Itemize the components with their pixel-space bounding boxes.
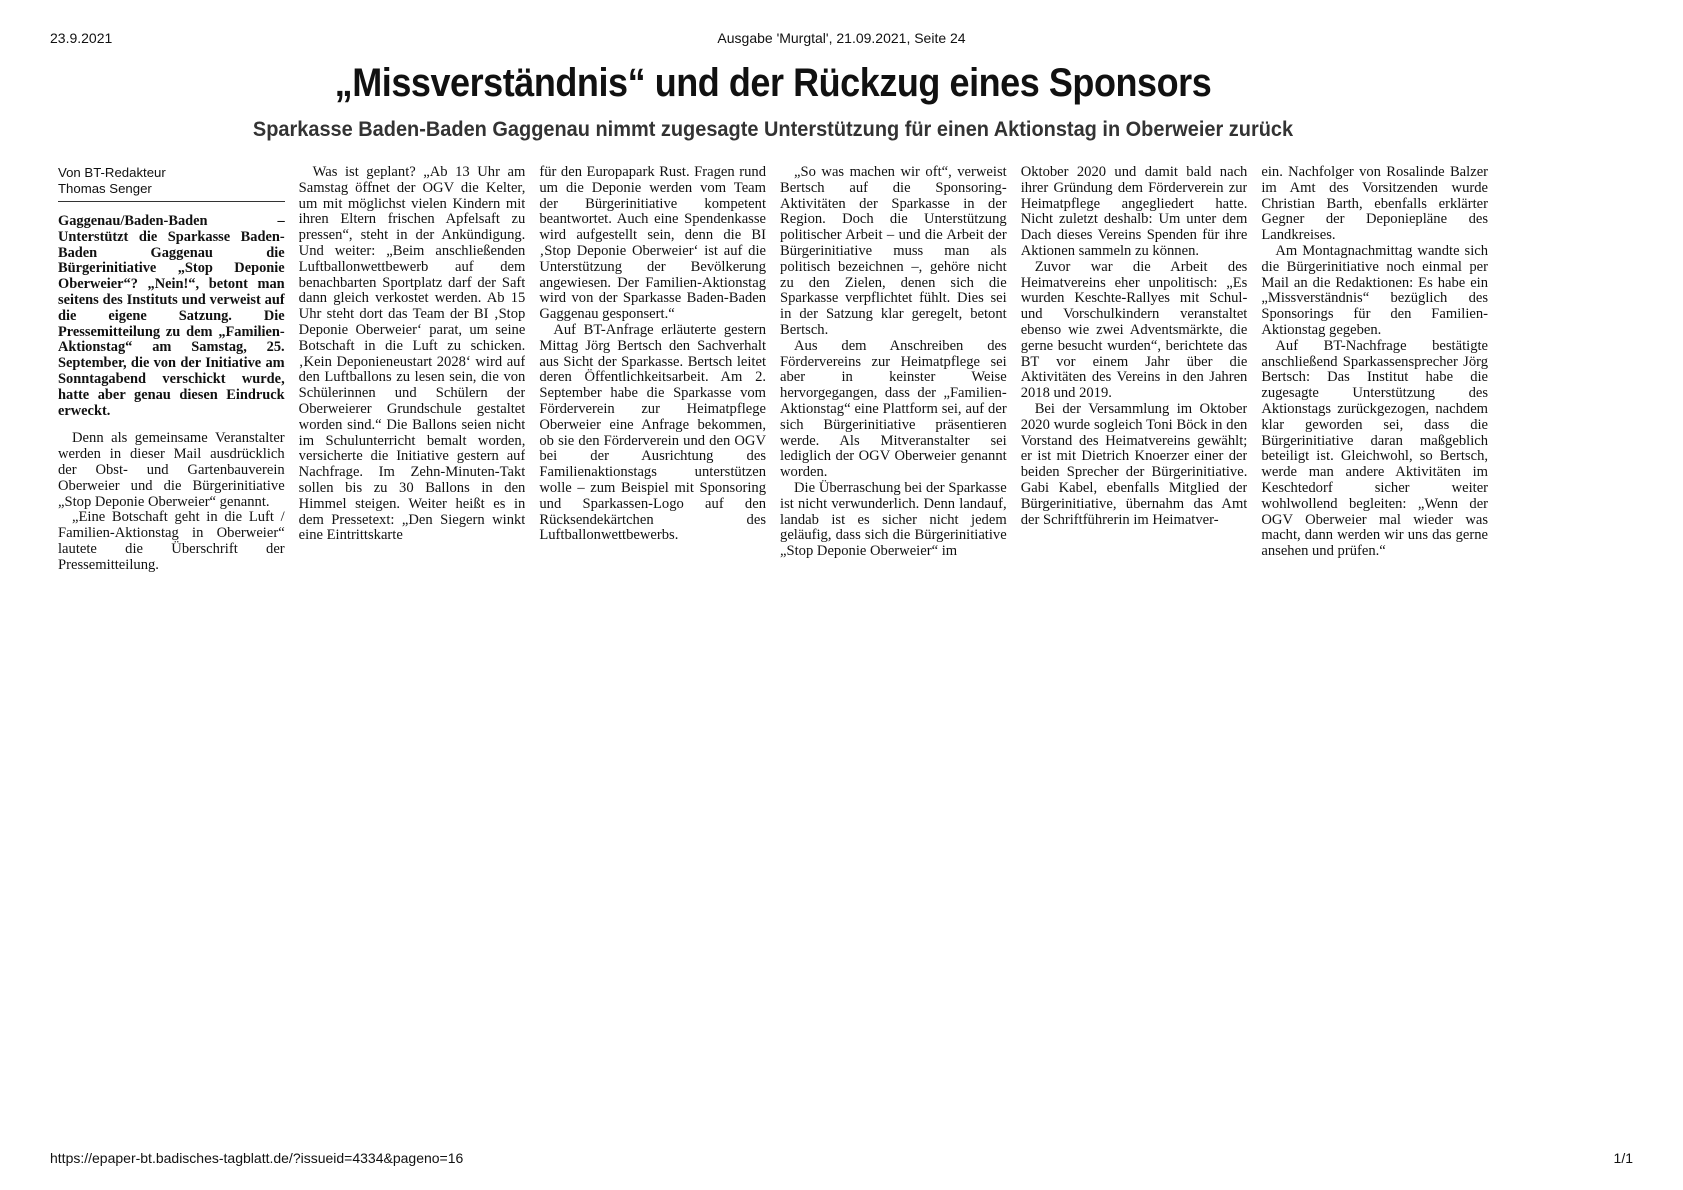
article-paragraph: Bei der Versammlung im Oktober 2020 wurde sogleich Toni Böck in den Vorstand des Heimatvereins gewählt; er ist mit Dietrich Knoerzer einer der beiden Sprecher der Bürgerinitiative. Gabi Kabel, ebenfalls Mitglied der Bürgerinitiative, übernahm das Amt der Schriftführerin im Heimatver-	[1020, 400, 1248, 528]
article-columns	[58, 165, 1488, 685]
article-column-3	[539, 165, 766, 685]
article-column-6	[1261, 165, 1488, 685]
byline-role: Von BT-Redakteur	[58, 165, 166, 180]
article-paragraph: Die Überraschung bei der Sparkasse ist nicht verwunderlich. Denn landauf, landab ist es sicher nicht jedem geläufig, dass sich die Bürgerinitiative „Stop Deponie Oberweier“ im	[780, 479, 1007, 560]
newspaper-article	[58, 60, 1489, 573]
print-header	[0, 30, 1683, 50]
article-column-5	[1021, 165, 1248, 685]
article-paragraph: Auf BT-Anfrage erläuterte gestern Mittag Jörg Bertsch den Sachverhalt aus Sicht der Sparkasse. Bertsch leitet deren Öffentlichkeitsarbeit. Am 2. September habe die Sparkasse vom Förderverein zur Heimatpflege Oberweier eine Anfrage bekommen, ob sie den Förderverein und den OGV bei der Ausrichtung des Familienaktionstags unterstützen wolle – zum Beispiel mit Sponsoring und Sparkassen-Logo auf den Rücksendekärtchen des Luftballonwettbewerbs.	[539, 321, 767, 544]
article-column-2	[299, 165, 526, 685]
article-paragraph: Aus dem Anschreiben des Fördervereins zur Heimatpflege sei aber in keinster Weise hervorgegangen, dass der „Familien-Aktionstag“ eine Plattform sei, auf der sich Bürgerinitiative präsentieren werde. Als Mitveranstalter sei lediglich der OGV Oberweier genannt worden.	[780, 337, 1007, 481]
print-url: https://epaper-bt.badisches-tagblatt.de/?issueid=4334&pageno=16	[50, 1150, 464, 1166]
article-lead: Gaggenau/Baden-Baden – Unterstützt die Sparkasse Baden-Baden Gaggenau die Bürgerinitiative „Stop Deponie Oberweier“? „Nein!“, betont man seitens des Instituts und verweist auf die eigene Satzung. Die Pressemitteilung zu dem „Familien-Aktionstag“ am Samstag, 25. September, die von der Initiative am Sonntagabend verschickt wurde, hatte aber genau diesen Eindruck erweckt.	[58, 213, 285, 419]
article-column-4	[780, 165, 1007, 685]
article-paragraph: Zuvor war die Arbeit des Heimatvereins eher unpolitisch: „Es wurden Keschte-Rallyes mit Schul- und Vorschulkindern veranstaltet ebenso wie zwei Adventsmärkte, die gerne besucht wurden“, berichtete das BT vor einem Jahr über die Aktivitäten des Vereins in den Jahren 2018 und 2019.	[1020, 258, 1248, 402]
article-paragraph: Was ist geplant? „Ab 13 Uhr am Samstag öffnet der OGV die Kelter, um mit möglichst vielen Kindern mit ihren Eltern frischen Apfelsaft zu pressen“, steht in der Ankündigung. Und weiter: „Beim anschließenden Luftballonwettbewerb auf dem benachbarten Sportplatz darf der Saft dann gleich verkostet werden. Ab 15 Uhr steht dort das Team der BI ‚Stop Deponie Oberweier‘ parat, um seine Botschaft in die Luft zu schicken. ‚Kein Deponieneustart 2028‘ wird auf den Luftballons zu lesen sein, die von Schülerinnen und Schülern der Oberweierer Grundschule gestaltet worden sind.“ Die Ballons seien nicht im Schulunterricht bemalt worden, versicherte die Initiative gestern auf Nachfrage. Im Zehn-Minuten-Takt sollen bis zu 30 Ballons in den Himmel steigen. Weiter heißt es in dem Pressetext: „Den Siegern winkt eine Eintrittskarte	[298, 165, 526, 544]
article-paragraph: Oktober 2020 und damit bald nach ihrer Gründung dem Förderverein zur Heimatpflege angegliedert hatte. Nicht zuletzt deshalb: Um unter dem Dach dieses Vereins Spenden für ihre Aktionen sammeln zu können.	[1020, 165, 1248, 259]
article-subheadline: Sparkasse Baden-Baden Gaggenau nimmt zugesagte Unterstützung für einen Aktionstag in Oberweier zurück	[252, 118, 1294, 141]
print-edition: Ausgabe 'Murgtal', 21.09.2021, Seite 24	[717, 30, 966, 46]
byline-author: Thomas Senger	[58, 181, 152, 196]
article-paragraph: „Eine Botschaft geht in die Luft / Familien-Aktionstag in Oberweier“ lautete die Überschrift der Pressemitteilung.	[58, 509, 285, 573]
article-paragraph: „So was machen wir oft“, verweist Bertsch auf die Sponsoring-Aktivitäten der Sparkasse in der Region. Doch die Unterstützung politischer Arbeit – und die Arbeit der Bürgerinitiative muss man als politisch bezeichnen –, gehöre nicht zu den Zielen, denen sich die Sparkasse verpflichtet fühlt. Dies sei in der Satzung klar geregelt, betont Bertsch.	[780, 165, 1007, 338]
article-headline: „Missverständnis“ und der Rückzug eines Sponsors	[334, 61, 1212, 105]
print-date: 23.9.2021	[50, 30, 113, 46]
print-page-number: 1/1	[1613, 1150, 1633, 1166]
article-paragraph: für den Europapark Rust. Fragen rund um die Deponie werden vom Team der Bürgerinitiative kompetent beantwortet. Auch eine Spendenkasse wird aufgestellt sein, denn die BI ‚Stop Deponie Oberweier‘ ist auf die Unterstützung der Bevölkerung angewiesen. Der Familien-Aktionstag wird von der Sparkasse Baden-Baden Gaggenau gesponsert.“	[539, 165, 767, 323]
article-paragraph: Auf BT-Nachfrage bestätigte anschließend Sparkassensprecher Jörg Bertsch: Das Institut habe die zugesagte Unterstützung des Aktionstags zurückgezogen, nachdem klar geworden sei, dass die Bürgerinitiative daran maßgeblich beteiligt ist. Gleichwohl, so Bertsch, werde man andere Aktivitäten im Keschtedorf sicher weiter wohlwollend begleiten: „Wenn der OGV Oberweier mal wieder was macht, dann werden wir uns das gerne ansehen und prüfen.“	[1261, 337, 1489, 560]
article-paragraph: Am Montagnachmittag wandte sich die Bürgerinitiative noch einmal per Mail an die Redaktionen: Es habe ein „Missverständnis“ bezüglich des Sponsorings für den Familien-Aktionstag gegeben.	[1261, 242, 1489, 338]
print-footer	[0, 1150, 1683, 1170]
article-byline	[58, 165, 285, 202]
article-column-1	[58, 165, 285, 685]
article-paragraph: Denn als gemeinsame Veranstalter werden in dieser Mail ausdrücklich der Obst- und Gartenbauverein Oberweier und die Bürgerinitiative „Stop Deponie Oberweier“ genannt.	[58, 430, 285, 510]
article-paragraph: ein. Nachfolger von Rosalinde Balzer im Amt des Vorsitzenden wurde Christian Barth, ebenfalls erklärter Gegner der Deponiepläne des Landkreises.	[1261, 165, 1489, 244]
